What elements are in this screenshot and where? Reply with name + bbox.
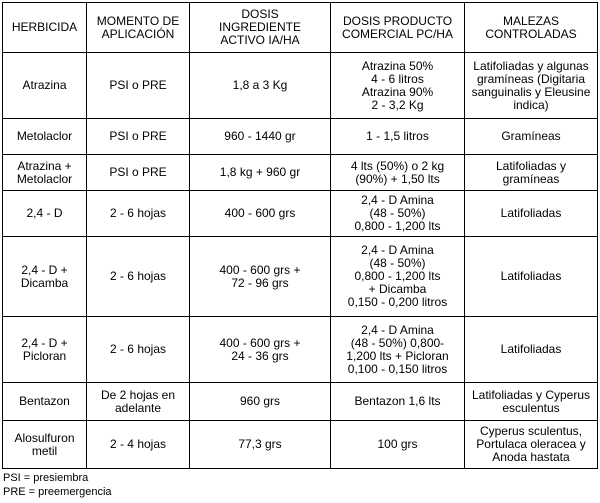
table-row — [3, 191, 598, 237]
cell-herbicida: Alosulfuron metil — [3, 421, 87, 469]
cell-momento: 2 - 6 hojas — [87, 317, 190, 383]
cell-momento: PSI o PRE — [87, 119, 190, 155]
header-row — [3, 3, 598, 53]
cell-herbicida: Bentazon — [3, 383, 87, 421]
table-row — [3, 421, 598, 469]
cell-momento: 2 - 6 hojas — [87, 237, 190, 317]
cell-malezas: Gramíneas — [465, 119, 598, 155]
header-dosis-pc: DOSIS PRODUCTO COMERCIAL PC/HA — [331, 3, 465, 53]
cell-herbicida: Atrazina + Metolaclor — [3, 155, 87, 191]
table-row — [3, 237, 598, 317]
cell-dosis-ia: 400 - 600 grs + 72 - 96 grs — [190, 237, 331, 317]
cell-malezas: Latifoliadas y gramíneas — [465, 155, 598, 191]
cell-dosis-ia: 400 - 600 grs — [190, 191, 331, 237]
cell-herbicida: 2,4 - D + Dicamba — [3, 237, 87, 317]
table-row — [3, 119, 598, 155]
cell-herbicida: 2,4 - D + Picloran — [3, 317, 87, 383]
cell-dosis-ia: 960 - 1440 gr — [190, 119, 331, 155]
cell-dosis-pc: 4 lts (50%) o 2 kg (90%) + 1,50 lts — [331, 155, 465, 191]
table-row — [3, 155, 598, 191]
cell-dosis-ia: 400 - 600 grs + 24 - 36 grs — [190, 317, 331, 383]
cell-dosis-ia: 1,8 kg + 960 gr — [190, 155, 331, 191]
cell-dosis-ia: 1,8 a 3 Kg — [190, 53, 331, 119]
cell-dosis-ia: 960 grs — [190, 383, 331, 421]
cell-malezas: Latifoliadas y Cyperus esculentus — [465, 383, 598, 421]
cell-momento: De 2 hojas en adelante — [87, 383, 190, 421]
cell-dosis-pc: 1 - 1,5 litros — [331, 119, 465, 155]
cell-malezas: Latifoliadas — [465, 237, 598, 317]
cell-dosis-ia: 77,3 grs — [190, 421, 331, 469]
cell-malezas: Latifoliadas y algunas gramíneas (Digitaria sanguinalis y Eleusine indica) — [465, 53, 598, 119]
footnotes — [3, 471, 112, 499]
cell-dosis-pc: 2,4 - D Amina (48 - 50%) 0,800- 1,200 lts + Picloran 0,100 - 0,150 litros — [331, 317, 465, 383]
header-herbicida: HERBICIDA — [3, 3, 87, 53]
table-row — [3, 317, 598, 383]
cell-momento: PSI o PRE — [87, 155, 190, 191]
cell-herbicida: Metolaclor — [3, 119, 87, 155]
cell-malezas: Cyperus sculentus, Portulaca oleracea y Anoda hastata — [465, 421, 598, 469]
cell-momento: 2 - 6 hojas — [87, 191, 190, 237]
footnote-pre: PRE = preemergencia — [3, 486, 112, 498]
table-row — [3, 383, 598, 421]
header-malezas: MALEZAS CONTROLADAS — [465, 3, 598, 53]
cell-dosis-pc: Bentazon 1,6 lts — [331, 383, 465, 421]
cell-dosis-pc: 100 grs — [331, 421, 465, 469]
cell-herbicida: 2,4 - D — [3, 191, 87, 237]
header-momento: MOMENTO DE APLICACIÓN — [87, 3, 190, 53]
cell-momento: PSI o PRE — [87, 53, 190, 119]
header-dosis-ia: DOSIS INGREDIENTE ACTIVO IA/HA — [190, 3, 331, 53]
cell-malezas: Latifoliadas — [465, 191, 598, 237]
footnote-psi: PSI = presiembra — [3, 472, 89, 484]
cell-dosis-pc: 2,4 - D Amina (48 - 50%) 0,800 - 1,200 lts + Dicamba 0,150 - 0,200 litros — [331, 237, 465, 317]
cell-malezas: Latifoliadas — [465, 317, 598, 383]
cell-momento: 2 - 4 hojas — [87, 421, 190, 469]
cell-dosis-pc: Atrazina 50% 4 - 6 litros Atrazina 90% 2 - 3,2 Kg — [331, 53, 465, 119]
herbicide-table — [2, 2, 598, 469]
cell-herbicida: Atrazina — [3, 53, 87, 119]
table-row — [3, 53, 598, 119]
cell-dosis-pc: 2,4 - D Amina (48 - 50%) 0,800 - 1,200 lts — [331, 191, 465, 237]
